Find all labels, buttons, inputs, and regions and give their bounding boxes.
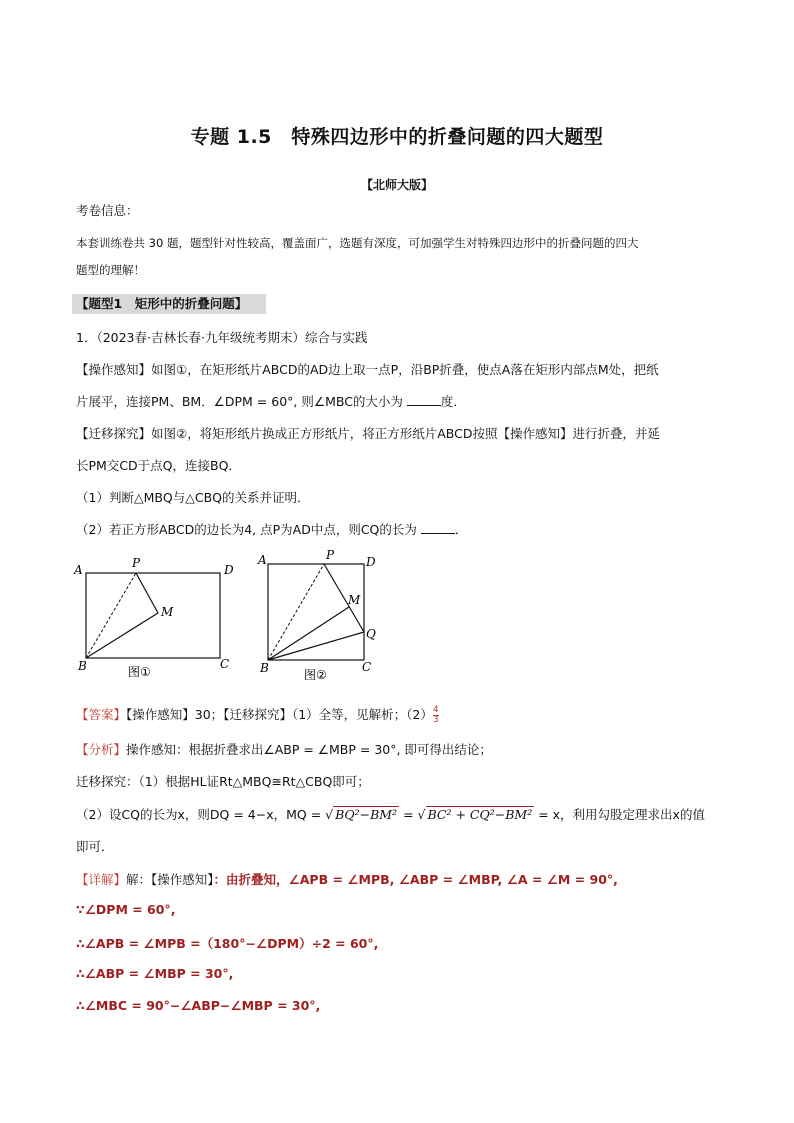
label-p: P bbox=[326, 548, 335, 562]
analysis-text-1: 操作感知：根据折叠求出∠ABP = ∠MBP = 30°, 即可得出结论； bbox=[126, 742, 492, 757]
detail-line-5: ∴∠MBC = 90°−∠ABP−∠MBP = 30°, bbox=[76, 998, 321, 1013]
question-mig-line-2: 长PM交CD于点Q，连接BQ． bbox=[76, 458, 241, 473]
label-a: A bbox=[258, 553, 267, 567]
sub-question-2 bbox=[76, 520, 467, 538]
label-m: M bbox=[348, 593, 361, 607]
analysis-line-4: 即可． bbox=[76, 839, 114, 854]
figure-1-caption: 图① bbox=[128, 665, 151, 679]
sub2-text-b: ． bbox=[454, 522, 468, 537]
detail-text-1: ：由折叠知，∠APB = ∠MPB, ∠ABP = ∠MBP, ∠A = ∠M = 90°, bbox=[213, 872, 618, 887]
label-q: Q bbox=[366, 627, 376, 641]
analysis-line-3: （2）设CQ的长为x，则DQ = 4−x，MQ = √ BQ²−BM² = √ BC² + CQ²−BM² = x，利用勾股定理求出x的值 bbox=[76, 807, 705, 822]
label-d: D bbox=[366, 555, 376, 569]
mig-text-1: 如图②，将矩形纸片换成正方形纸片，将正方形纸片ABCD按照【操作感知】进行折叠，并延 bbox=[151, 426, 660, 441]
answer-blank-2 bbox=[421, 521, 455, 534]
segment-pm bbox=[136, 573, 158, 613]
intro-line-1: 本套训练卷共 30 题，题型针对性较高，覆盖面广，选题有深度，可加强学生对特殊四边形中的折叠问题的四大 bbox=[76, 236, 639, 250]
detail-line-2: ∵∠DPM = 60°, bbox=[76, 902, 176, 917]
segment-bm bbox=[86, 613, 158, 658]
question-source: 1．（2023春·吉林长春·九年级统考期末）综合与实践 bbox=[76, 330, 368, 345]
label-b: B bbox=[78, 659, 87, 673]
segment-bm bbox=[268, 607, 349, 660]
detail-line-4: ∴∠ABP = ∠MBP = 30°, bbox=[76, 966, 234, 981]
segment-bp-dashed bbox=[86, 573, 136, 658]
sub2-text-a: （2）若正方形ABCD的边长为4, 点P为AD中点，则CQ的长为 bbox=[76, 522, 417, 537]
analysis-line-2: 迁移探究：（1）根据HL证Rt△MBQ≅Rt△CBQ即可； bbox=[76, 774, 370, 789]
figure-2-caption: 图② bbox=[304, 668, 327, 682]
op-text-1: 如图①，在矩形纸片ABCD的AD边上取一点P，沿BP折叠，使点A落在矩形内部点M处，把纸 bbox=[151, 362, 659, 377]
label-a: A bbox=[74, 563, 83, 577]
sqrt-expression-2: BC² + CQ²−BM² bbox=[427, 807, 533, 822]
fraction-numerator: 4 bbox=[432, 705, 439, 715]
page-title: 专题 1.5 特殊四边形中的折叠问题的四大题型 bbox=[190, 126, 604, 148]
edition-label: 【北师大版】 bbox=[360, 178, 433, 192]
question-op-line-1 bbox=[76, 360, 659, 378]
analysis-text-3a: （2）设CQ的长为x，则DQ = 4−x，MQ = bbox=[76, 807, 322, 822]
question-op-line-2 bbox=[76, 392, 466, 410]
answer-line bbox=[76, 705, 439, 725]
detail-line-1 bbox=[76, 870, 618, 888]
question-mig-line-1 bbox=[76, 424, 660, 442]
sub-question-1: （1）判断△MBQ与△CBQ的关系并证明． bbox=[76, 490, 310, 505]
figure-1 bbox=[66, 552, 246, 684]
label-c: C bbox=[362, 660, 372, 674]
answer-blank-1 bbox=[407, 393, 441, 406]
label-d: D bbox=[224, 563, 234, 577]
answer-op-value: 30； bbox=[194, 707, 224, 722]
detail-lead: 解： bbox=[126, 872, 152, 887]
analysis-text-3b: = x，利用勾股定理求出x的值 bbox=[538, 807, 705, 822]
equals-sign: = bbox=[403, 807, 414, 822]
label-p: P bbox=[132, 556, 141, 570]
op-tag: 【操作感知】 bbox=[76, 362, 152, 377]
detail-line-3: ∴∠APB = ∠MPB =（180°−∠DPM）÷2 = 60°, bbox=[76, 936, 379, 951]
answer-mig-text: （1）全等，见解析；（2） bbox=[291, 707, 433, 722]
answer-fraction bbox=[433, 706, 439, 725]
section-heading: 【题型1 矩形中的折叠问题】 bbox=[72, 294, 266, 314]
detail-tag: 【详解】 bbox=[76, 872, 127, 887]
answer-op-tag: 【操作感知】 bbox=[126, 707, 195, 722]
analysis-tag: 【分析】 bbox=[76, 742, 127, 757]
label-m: M bbox=[161, 605, 174, 619]
analysis-line-1 bbox=[76, 740, 492, 758]
fraction-denominator: 3 bbox=[432, 715, 439, 725]
sqrt-expression-1: BQ²−BM² bbox=[335, 807, 398, 822]
answer-mig-tag: 【迁移探究】 bbox=[223, 707, 292, 722]
exam-info-label: 考卷信息： bbox=[76, 203, 139, 218]
answer-tag: 【答案】 bbox=[76, 707, 127, 722]
intro-line-2: 题型的理解！ bbox=[76, 263, 145, 277]
op-text-2b: 度． bbox=[440, 394, 466, 409]
label-c: C bbox=[220, 657, 230, 671]
detail-op-tag: 【操作感知】 bbox=[151, 872, 214, 887]
figure-2 bbox=[252, 546, 392, 686]
mig-tag: 【迁移探究】 bbox=[76, 426, 152, 441]
label-b: B bbox=[260, 661, 269, 675]
op-text-2a: 片展平，连接PM、BM．∠DPM = 60°, 则∠MBC的大小为 bbox=[76, 394, 403, 409]
